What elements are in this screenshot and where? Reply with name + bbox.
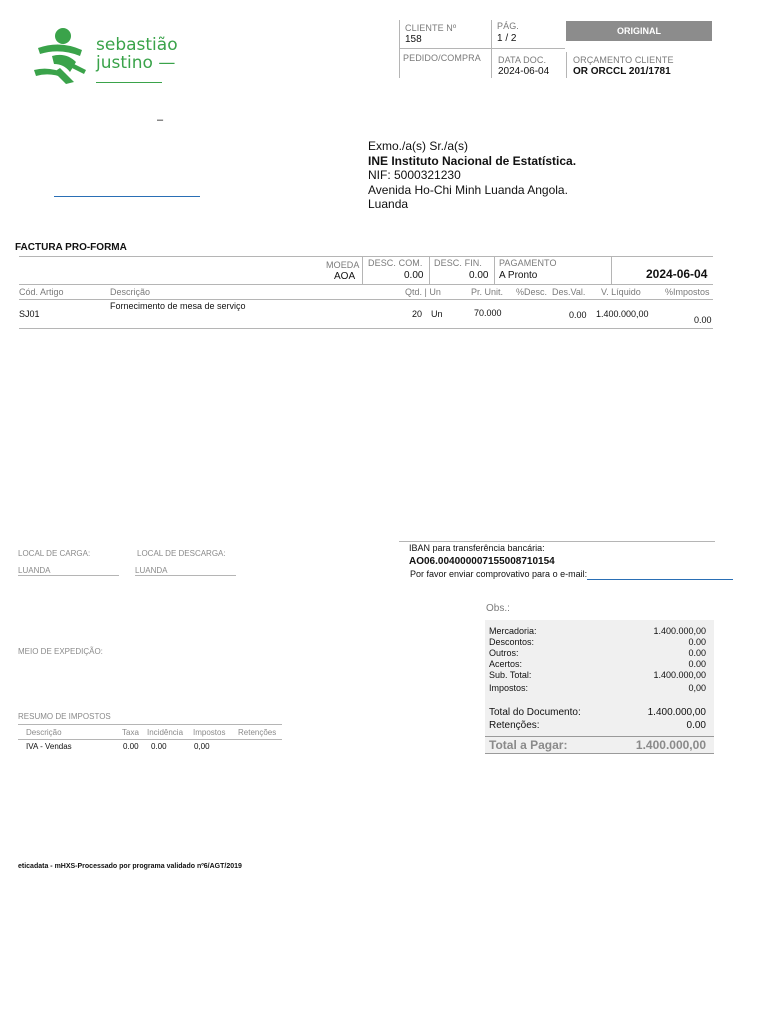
- local-descarga-value: LUANDA: [135, 566, 168, 575]
- header-divider: [399, 20, 400, 78]
- moeda-label: MOEDA: [326, 260, 360, 270]
- col-desc-pct: %Desc.: [516, 287, 548, 297]
- descontos-label: Descontos:: [489, 637, 535, 647]
- orcamento-value: OR ORCCL 201/1781: [573, 66, 671, 77]
- subtotal-label: Sub. Total:: [489, 670, 532, 680]
- retencoes-value: 0.00: [686, 720, 706, 731]
- local-carga-value: LUANDA: [18, 566, 51, 575]
- summary-total-documento: [489, 707, 706, 718]
- pedido-label: PEDIDO/COMPRA: [403, 53, 481, 63]
- addressee-city: Luanda: [368, 197, 409, 212]
- tax-col-incidencia: Incidência: [147, 728, 184, 737]
- tax-summary-title: RESUMO DE IMPOSTOS: [18, 712, 111, 721]
- terms-date: 2024-06-04: [646, 267, 708, 281]
- tax-col-descricao: Descrição: [26, 728, 62, 737]
- summary-outros: [489, 648, 706, 658]
- company-logo: [30, 26, 178, 88]
- terms-divider: [429, 256, 430, 284]
- summary-descontos: [489, 637, 706, 647]
- tax-row-descricao: IVA - Vendas: [26, 742, 72, 751]
- table-bottom-line: [19, 328, 713, 329]
- mercadoria-label: Mercadoria:: [489, 626, 537, 636]
- col-v-liquido: V. Líquido: [601, 287, 641, 297]
- email-link-line[interactable]: [54, 196, 200, 197]
- footer-software-note: eticadata - mHXS-Processado por programa validado nº6/AGT/2019: [18, 863, 242, 870]
- local-carga-line: [18, 575, 119, 576]
- impostos-label: Impostos:: [489, 683, 529, 693]
- summary-bottom-line: [485, 753, 714, 754]
- pagamento-label: PAGAMENTO: [499, 258, 557, 268]
- impostos-value: 0,00: [688, 683, 706, 693]
- col-qtd-un: Qtd. | Un: [405, 287, 441, 297]
- col-descricao: Descrição: [110, 287, 151, 297]
- pagamento-value: A Pronto: [499, 270, 538, 281]
- terms-divider: [362, 256, 363, 284]
- left-marker: –: [157, 114, 164, 126]
- cliente-value: 158: [405, 34, 422, 45]
- email-link[interactable]: [587, 579, 733, 580]
- row-v-liquido: 1.400.000,00: [596, 309, 649, 319]
- row-des-val: 0.00: [569, 310, 587, 320]
- summary-impostos: [489, 683, 706, 693]
- summary-mercadoria: [489, 626, 706, 636]
- retencoes-label: Retenções:: [489, 720, 540, 731]
- local-carga-label: LOCAL DE CARGA:: [18, 549, 91, 558]
- summary-total-line: [485, 736, 714, 737]
- rower-logo-icon: [30, 26, 96, 88]
- local-descarga-label: LOCAL DE DESCARGA:: [137, 549, 226, 558]
- mercadoria-value: 1.400.000,00: [653, 626, 706, 636]
- iban-label: IBAN para transferência bancária:: [409, 543, 545, 553]
- acertos-value: 0.00: [688, 659, 706, 669]
- summary-retencoes: [489, 720, 706, 731]
- logo-text-line2: justino —: [96, 53, 176, 73]
- outros-value: 0.00: [688, 648, 706, 658]
- header-divider: [491, 20, 492, 78]
- terms-divider: [494, 256, 495, 284]
- desc-com-label: DESC. COM.: [368, 258, 423, 268]
- addressee-address: Avenida Ho-Chi Minh Luanda Angola.: [368, 182, 568, 197]
- pag-value: 1 / 2: [497, 33, 517, 44]
- col-des-val: Des.Val.: [552, 287, 586, 297]
- terms-top-line: [19, 256, 713, 257]
- row-qtd: 20: [412, 309, 423, 319]
- header-divider: [566, 52, 567, 78]
- logo-text-line1: sebastião: [96, 35, 178, 55]
- tax-summary-header-line: [18, 739, 282, 740]
- email-note: Por favor enviar comprovativo para o e-mail:: [410, 569, 588, 579]
- terms-divider: [611, 256, 612, 284]
- original-badge: ORIGINAL: [566, 21, 712, 41]
- tax-col-taxa: Taxa: [122, 728, 139, 737]
- table-header-bottom-line: [19, 299, 713, 300]
- table-header-top-line: [19, 284, 713, 285]
- col-impostos-pct: %Impostos: [665, 287, 710, 297]
- col-pr-unit: Pr. Unit.: [471, 287, 504, 297]
- orcamento-label: ORÇAMENTO CLIENTE: [573, 55, 674, 65]
- row-descricao: Fornecimento de mesa de serviço: [110, 301, 246, 311]
- total-pagar-value: 1.400.000,00: [635, 738, 706, 752]
- col-cod-artigo: Cód. Artigo: [19, 287, 64, 297]
- desc-fin-value: 0.00: [469, 270, 489, 281]
- tax-col-impostos: Impostos: [193, 728, 226, 737]
- row-codigo: SJ01: [19, 309, 40, 319]
- summary-total-pagar: [489, 738, 706, 752]
- document-title: FACTURA PRO-FORMA: [15, 242, 127, 253]
- obs-label: Obs.:: [486, 603, 510, 614]
- total-doc-label: Total do Documento:: [489, 707, 581, 718]
- tax-col-retencoes: Retenções: [238, 728, 277, 737]
- tax-row-taxa: 0.00: [123, 742, 139, 751]
- summary-subtotal: [489, 670, 706, 680]
- total-doc-value: 1.400.000,00: [647, 707, 706, 718]
- outros-label: Outros:: [489, 648, 519, 658]
- tax-summary-top-line: [18, 724, 282, 725]
- summary-acertos: [489, 659, 706, 669]
- data-doc-value: 2024-06-04: [498, 66, 550, 77]
- bank-top-line: [399, 541, 715, 542]
- tax-row-impostos: 0,00: [194, 742, 210, 751]
- total-pagar-label: Total a Pagar:: [489, 738, 568, 752]
- cliente-label: CLIENTE Nº: [405, 23, 457, 33]
- row-un: Un: [431, 309, 443, 319]
- addressee-name: INE Instituto Nacional de Estatística.: [368, 153, 577, 168]
- addressee-greeting: Exmo./a(s) Sr./a(s): [368, 139, 469, 153]
- row-impostos-pct: 0.00: [694, 315, 712, 325]
- acertos-label: Acertos:: [489, 659, 523, 669]
- data-doc-label: DATA DOC.: [498, 55, 547, 65]
- desc-fin-label: DESC. FIN.: [434, 258, 483, 268]
- tax-row-incidencia: 0.00: [151, 742, 167, 751]
- desc-com-value: 0.00: [404, 270, 424, 281]
- header-divider: [399, 48, 565, 49]
- subtotal-value: 1.400.000,00: [653, 670, 706, 680]
- addressee-nif: NIF: 5000321230: [368, 168, 461, 183]
- row-pr-unit: 70.000: [474, 308, 502, 318]
- addressee-block: [368, 139, 576, 212]
- meio-expedicao-label: MEIO DE EXPEDIÇÃO:: [18, 647, 103, 656]
- descontos-value: 0.00: [688, 637, 706, 647]
- local-descarga-line: [135, 575, 236, 576]
- iban-value: AO06.004000007155008710154: [409, 556, 555, 567]
- pag-label: PÁG.: [497, 21, 519, 31]
- logo-underline: [96, 82, 162, 83]
- moeda-value: AOA: [334, 271, 356, 282]
